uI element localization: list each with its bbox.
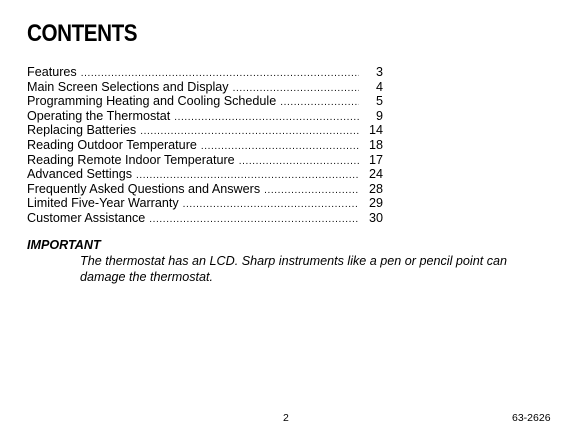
- toc-entry-page: 28: [368, 181, 383, 196]
- toc-entry-label: Reading Outdoor Temperature: [27, 137, 197, 152]
- toc-entry-label: Customer Assistance: [27, 210, 146, 225]
- toc-entry: [27, 94, 383, 109]
- toc-entry-label: Features: [27, 65, 77, 79]
- page-title: CONTENTS: [27, 20, 138, 47]
- toc-entry-page: 30: [368, 210, 383, 225]
- toc-entry-page: 17: [368, 152, 383, 167]
- toc-entry-page: 5: [375, 94, 383, 109]
- toc-entry: [27, 80, 383, 95]
- important-note: The thermostat has an LCD. Sharp instruments like a pen or pencil point can damage the thermostat.: [80, 254, 508, 284]
- page-number: 2: [283, 412, 289, 424]
- toc-entry-page: 14: [368, 123, 383, 138]
- toc-dot-leader: [183, 198, 359, 213]
- toc-entry: [27, 65, 383, 80]
- toc-dot-leader: [264, 184, 359, 199]
- toc-entry-label: Limited Five-Year Warranty: [27, 196, 179, 211]
- table-of-contents: [27, 65, 383, 226]
- toc-entry-page: 9: [375, 108, 383, 123]
- toc-dot-leader: [149, 213, 359, 228]
- toc-entry-page: 24: [368, 167, 383, 182]
- toc-entry: [27, 211, 383, 226]
- toc-entry: [27, 196, 383, 211]
- toc-entry-page: 3: [375, 65, 383, 79]
- toc-entry-label: Main Screen Selections and Display: [27, 79, 229, 94]
- toc-entry-page: 29: [368, 196, 383, 211]
- toc-dot-leader: [174, 111, 359, 126]
- toc-entry: [27, 167, 383, 182]
- toc-entry: [27, 123, 383, 138]
- toc-entry-label: Operating the Thermostat: [27, 108, 171, 123]
- toc-entry: [27, 138, 383, 153]
- toc-entry-page: 18: [368, 137, 383, 152]
- important-heading: IMPORTANT: [27, 238, 101, 252]
- toc-entry-label: Frequently Asked Questions and Answers: [27, 181, 261, 196]
- toc-entry: [27, 182, 383, 197]
- toc-dot-leader: [280, 96, 359, 111]
- document-number: 63-2626: [512, 412, 551, 424]
- toc-entry-label: Replacing Batteries: [27, 123, 137, 138]
- toc-entry-label: Programming Heating and Cooling Schedule: [27, 94, 277, 109]
- toc-entry-page: 4: [375, 79, 383, 94]
- toc-entry: [27, 153, 383, 168]
- toc-dot-leader: [239, 155, 359, 170]
- toc-entry-label: Advanced Settings: [27, 167, 133, 182]
- toc-entry-label: Reading Remote Indoor Temperature: [27, 152, 235, 167]
- toc-entry: [27, 109, 383, 124]
